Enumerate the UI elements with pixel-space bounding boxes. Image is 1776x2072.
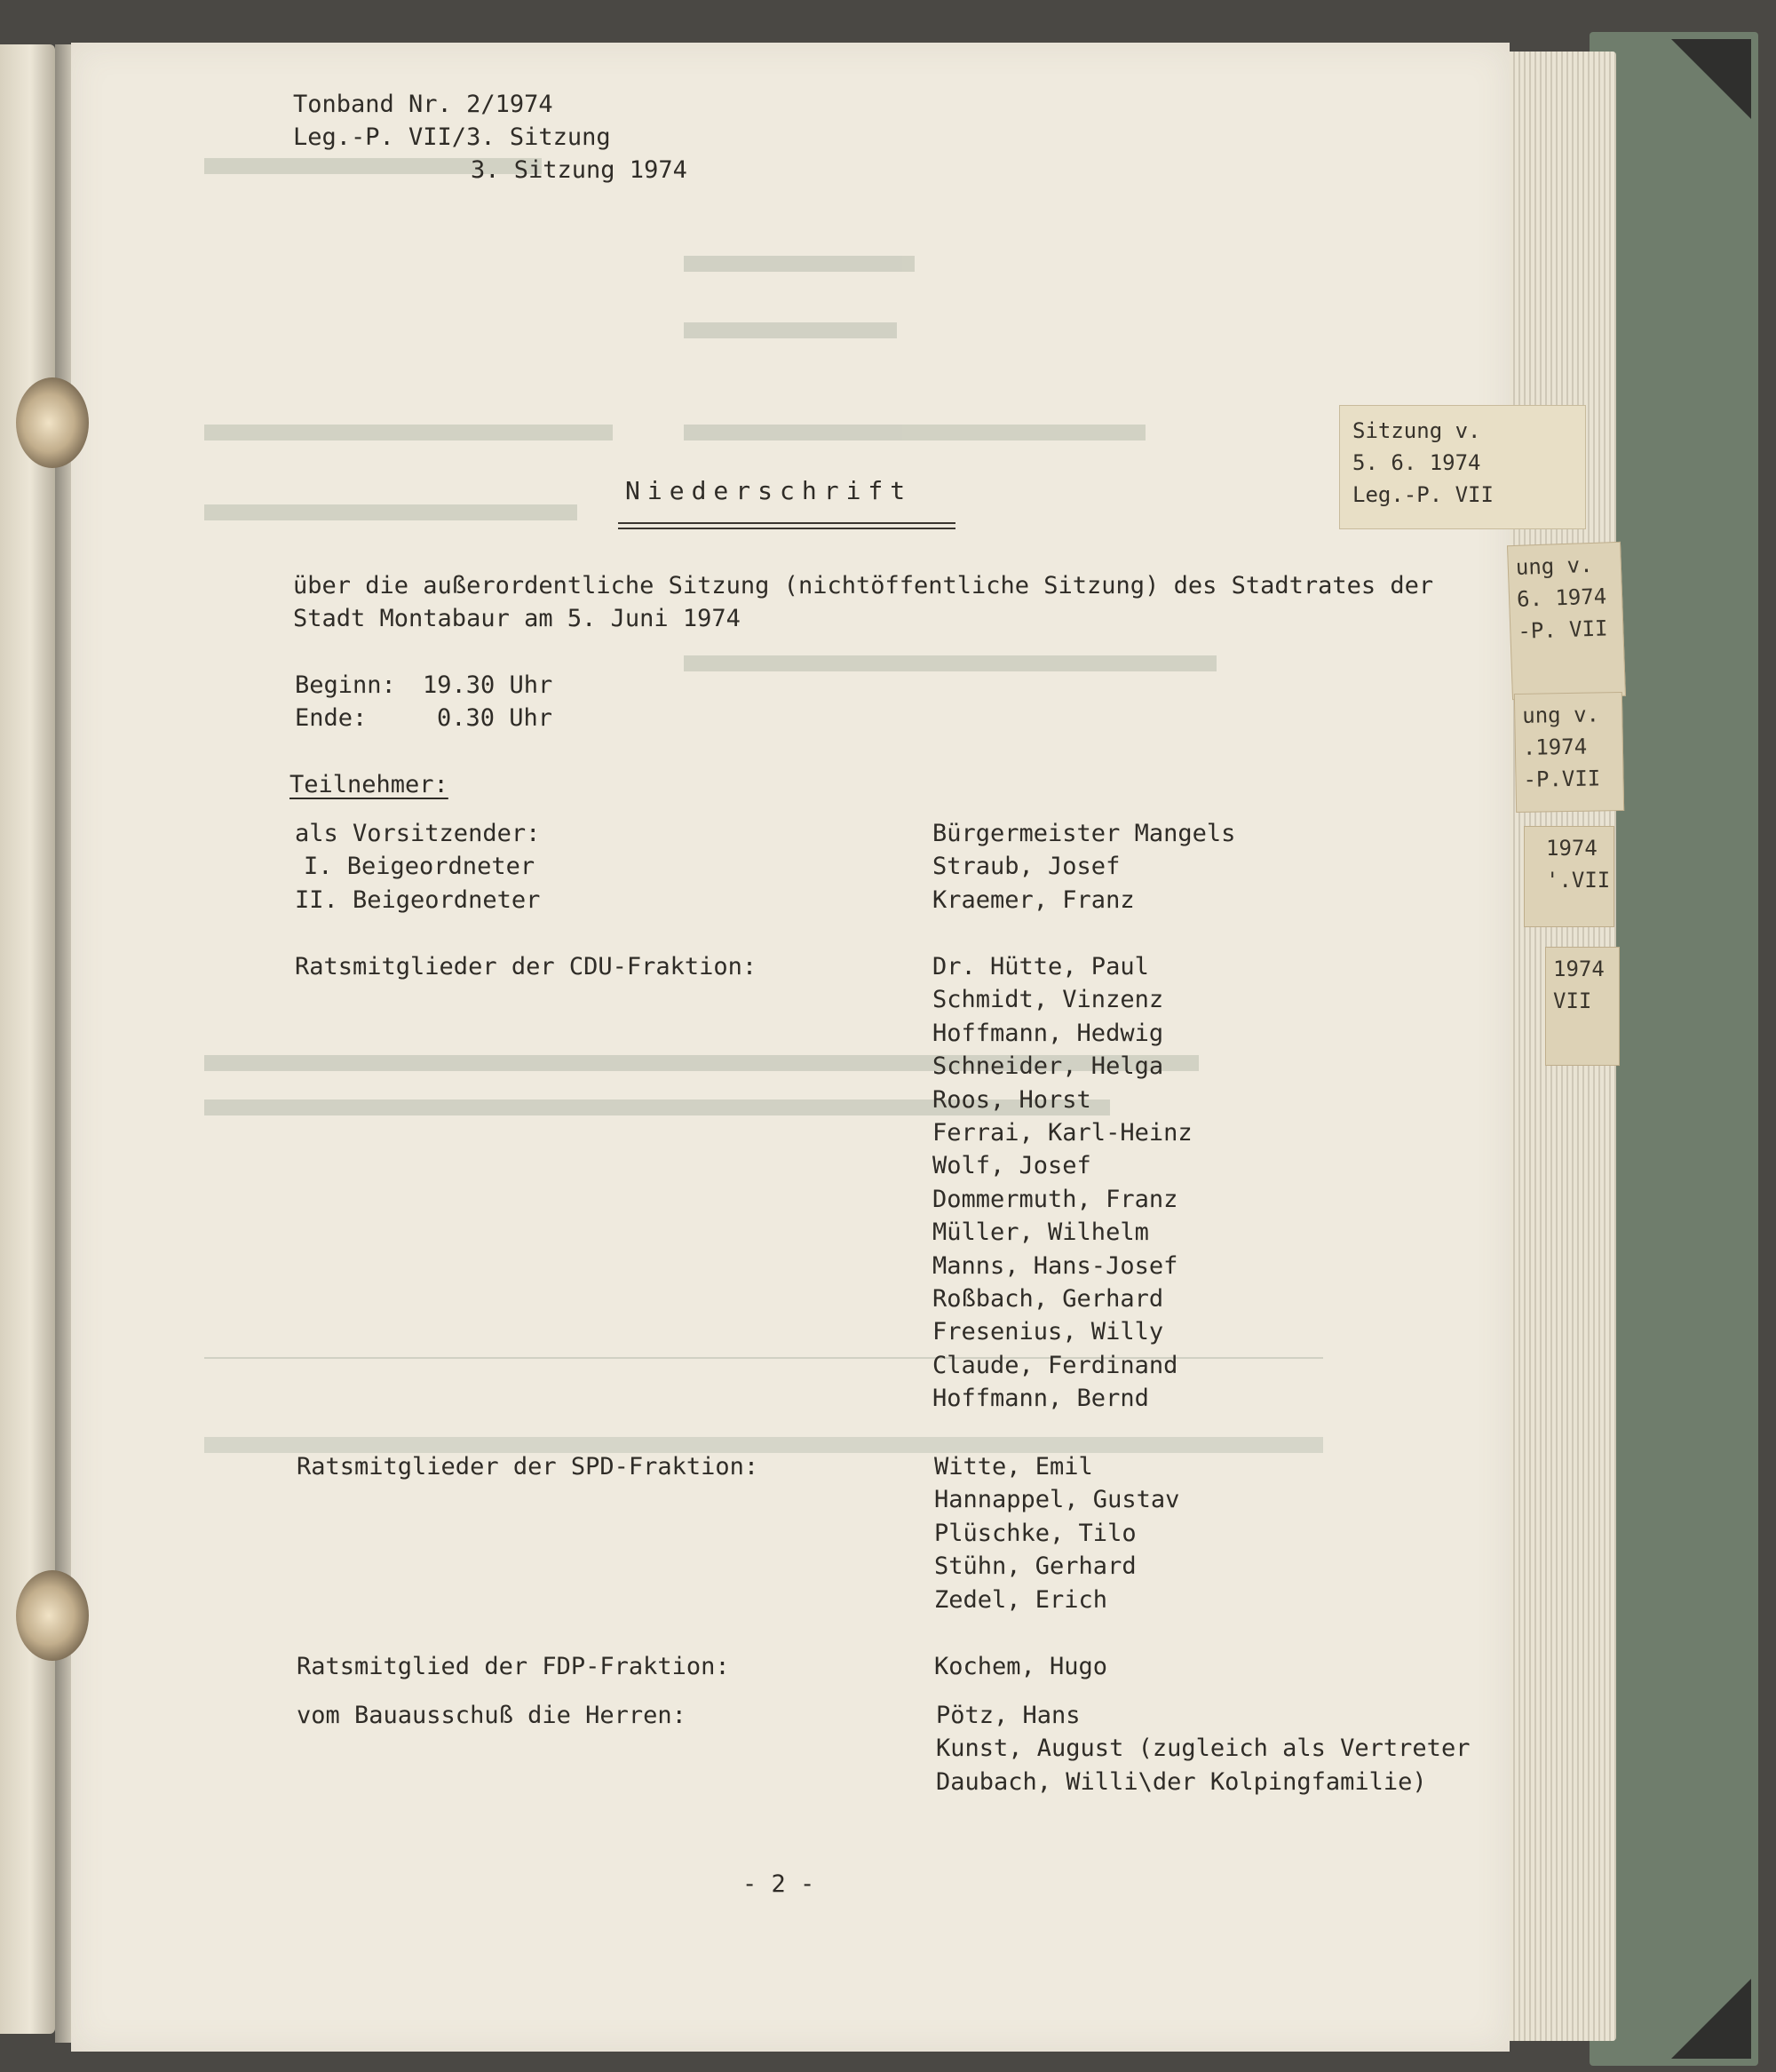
subject-line-1: über die außerordentliche Sitzung (nichtöffentliche Sitzung) des Stadtrates der [293,572,1434,599]
index-tab-line-3: Leg.-P. VII [1352,482,1494,507]
fdp-names [934,1650,1107,1683]
stub-text: 1974 [1553,957,1605,981]
list-item: Manns, Hans-Josef [932,1251,1178,1280]
list-item: Hoffmann, Bernd [932,1385,1149,1413]
session-number: 3. Sitzung 1974 [471,156,687,184]
stub-text: 6. 1974 [1516,583,1607,612]
list-item: Hannappel, Gustav [934,1486,1180,1514]
list-item: Ferrai, Karl-Heinz [932,1119,1193,1147]
committee-names [936,1699,1470,1798]
list-item: Daubach, Willi\der Kolpingfamilie) [936,1767,1427,1796]
spd-names [934,1450,1179,1616]
list-item: Hoffmann, Hedwig [932,1019,1164,1047]
begin-time: 19.30 Uhr [423,671,553,699]
list-item: Schmidt, Vinzenz [932,986,1164,1014]
index-tab-stub-1 [1507,542,1626,700]
list-item: Stühn, Gerhard [934,1552,1137,1581]
role-spd-members: Ratsmitglieder der SPD-Fraktion: [297,1453,759,1481]
begin-label: Beginn: [295,671,396,699]
index-tab-stub-2 [1514,692,1624,813]
stub-text: 1974 [1546,836,1598,861]
list-item: Müller, Wilhelm [932,1219,1149,1247]
role-cdu-members: Ratsmitglieder der CDU-Fraktion: [295,953,757,980]
role-chair: als Vorsitzender: [295,820,541,847]
stub-text: ung v. [1522,702,1600,728]
cdu-role [295,950,757,983]
list-item: Witte, Emil [934,1453,1093,1481]
role-second-deputy: II. Beigeordneter [295,885,541,914]
fdp-role [297,1650,730,1683]
index-tab-stub-4 [1545,947,1620,1066]
participants-heading: Teilnehmer: [289,771,448,798]
end-time: 0.30 Uhr [437,704,553,732]
list-item: Dr. Hütte, Paul [932,953,1149,980]
role-fdp-member: Ratsmitglied der FDP-Fraktion: [297,1653,730,1680]
list-item: Roos, Horst [932,1085,1091,1114]
document-title: Niederschrift [625,476,913,505]
binder-corner-top [1671,39,1751,119]
committee-role [297,1699,686,1732]
binding-gutter [55,44,71,2043]
list-item: Zedel, Erich [934,1585,1108,1614]
list-item: Claude, Ferdinand [932,1351,1178,1379]
list-item: Pötz, Hans [936,1702,1081,1729]
list-item: Dommermuth, Franz [932,1185,1178,1213]
list-item: Kraemer, Franz [932,885,1135,914]
officers-names [932,817,1235,917]
list-item: Straub, Josef [932,853,1121,881]
index-tab-stub-3 [1524,826,1614,927]
index-tab-line-1: Sitzung v. [1352,418,1481,443]
list-item: Kochem, Hugo [934,1653,1108,1680]
legislative-period: Leg.-P. VII/3. Sitzung [293,123,611,151]
stub-text: .1974 [1522,734,1588,760]
officers-roles [295,817,540,917]
cdu-names [932,950,1193,1416]
list-item: Roßbach, Gerhard [932,1285,1164,1314]
title-double-rule [618,522,955,529]
list-item: Plüschke, Tilo [934,1519,1137,1547]
list-item: Wolf, Josef [932,1152,1091,1180]
list-item: Fresenius, Willy [932,1318,1164,1346]
role-building-committee: vom Bauausschuß die Herren: [297,1702,686,1729]
stub-text: VII [1553,988,1592,1013]
subject-line-2: Stadt Montabaur am 5. Juni 1974 [293,605,741,632]
stub-text: -P.VII [1523,766,1601,792]
binder-corner-bottom [1671,1979,1751,2059]
spd-role [297,1450,758,1483]
list-item: Kunst, August (zugleich als Vertreter [936,1735,1471,1763]
stub-text: ung v. [1515,552,1594,580]
end-label: Ende: [295,704,368,732]
role-first-deputy: I. Beigeordneter [304,853,535,881]
punch-hole-bottom [16,1570,89,1661]
tape-number: Tonband Nr. 2/1974 [293,91,553,118]
stub-text: '.VII [1546,868,1611,893]
document-page [71,43,1510,2052]
index-tab [1339,405,1586,529]
previous-page-edge [0,44,55,2034]
stub-text: -P. VII [1517,615,1608,644]
list-item: Bürgermeister Mangels [932,820,1236,847]
list-item: Schneider, Helga [932,1052,1164,1081]
punch-hole-top [16,377,89,468]
index-tab-line-2: 5. 6. 1974 [1352,450,1481,475]
page-number: - 2 - [742,1870,815,1898]
